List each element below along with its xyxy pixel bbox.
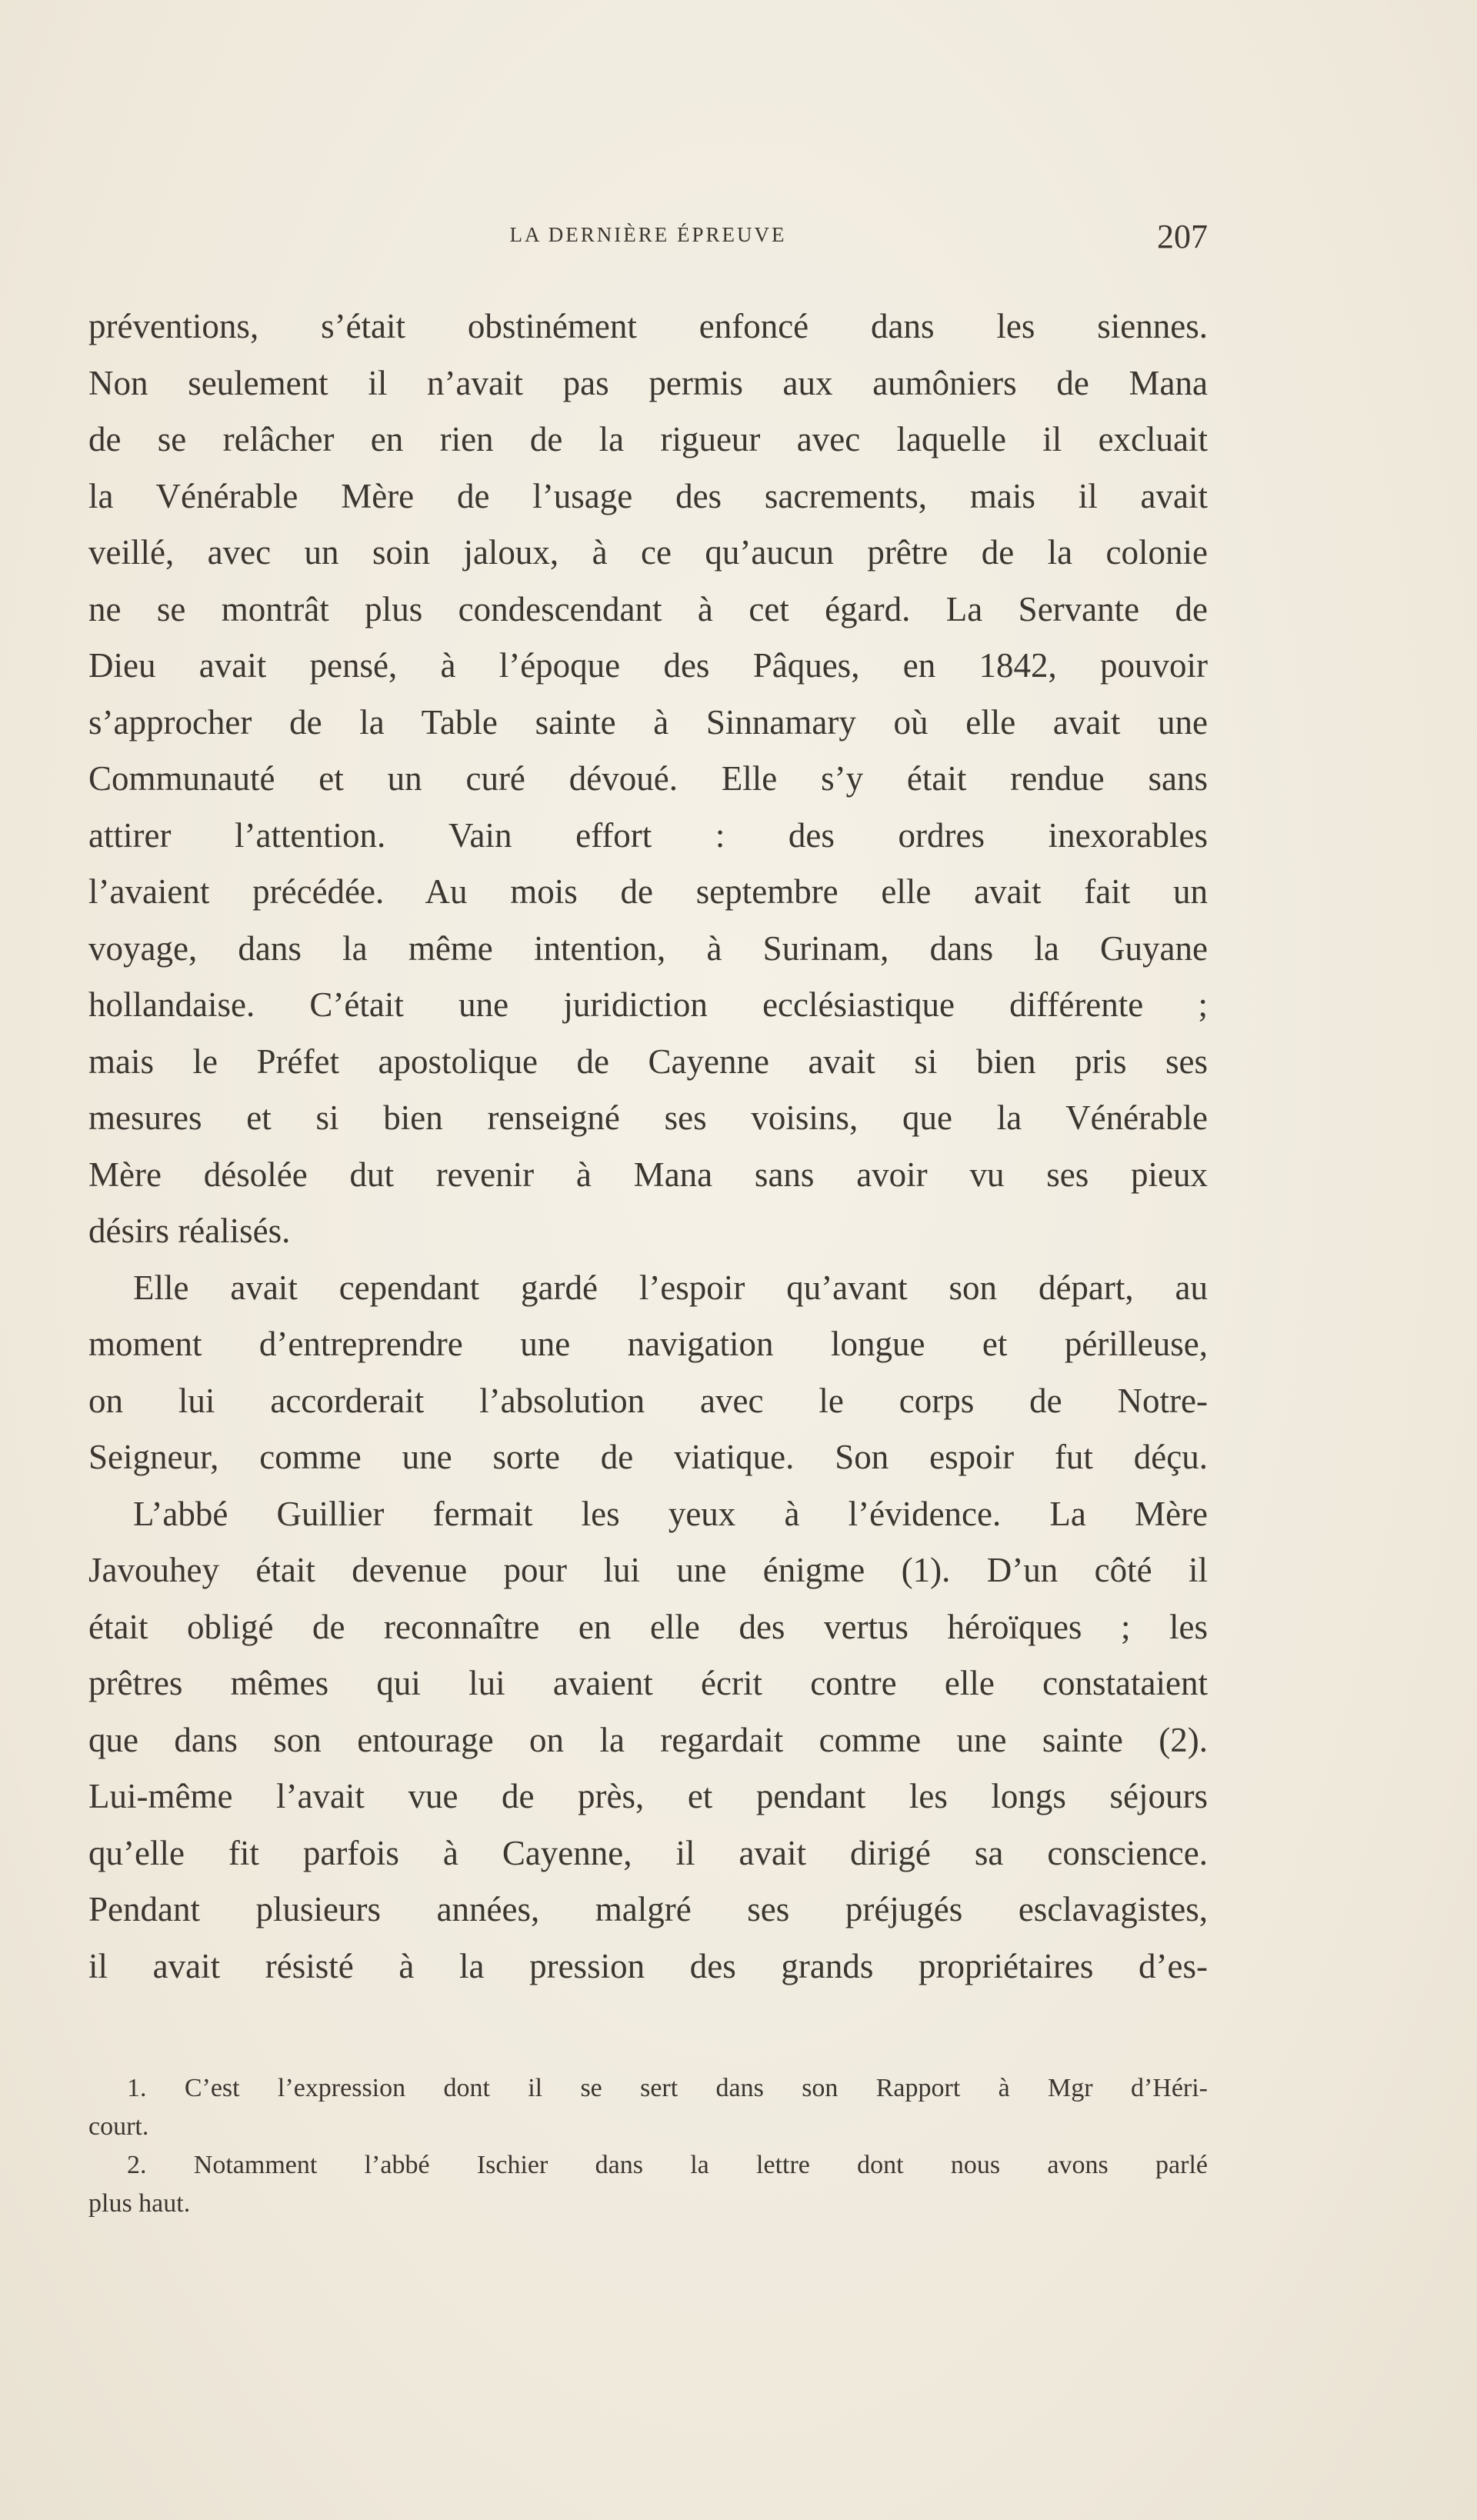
footnote-1: 1. C’est l’expression dont il se sert dans son Rapport à Mgr d’Héri- [127,2074,1208,2102]
text-line: Lui-même l’avait vue de près, et pendant les longs séjours [88,1777,1208,1815]
text-line: préventions, s’était obstinément enfoncé dans les siennes. [88,307,1208,345]
text-line: hollandaise. C’était une juridiction ecclésiastique différente ; [88,985,1208,1024]
text-line: prêtres mêmes qui lui avaient écrit contre elle constataient [88,1664,1208,1702]
text-line: on lui accorderait l’absolution avec le corps de Notre- [88,1381,1208,1420]
text-line: Seigneur, comme une sorte de viatique. Son espoir fut déçu. [88,1438,1208,1476]
text-line: qu’elle fit parfois à Cayenne, il avait dirigé sa conscience. [88,1833,1208,1872]
text-line: désirs réalisés. [88,1212,291,1250]
footnote-2-cont: plus haut. [88,2189,191,2218]
text-line: voyage, dans la même intention, à Surinam, dans la Guyane [88,928,1208,968]
footnote-1-cont: court. [88,2112,149,2141]
text-line: Elle avait cependant gardé l’espoir qu’avant son départ, au [133,1268,1208,1307]
text-line: veillé, avec un soin jaloux, à ce qu’aucun prêtre de la colonie [88,533,1208,572]
text-line: de se relâcher en rien de la rigueur avec laquelle il excluait [88,420,1208,458]
text-line: l’avaient précédée. Au mois de septembre elle avait fait un [88,872,1208,911]
text-line: Dieu avait pensé, à l’époque des Pâques, en 1842, pouvoir [88,646,1208,685]
footnotes [88,2069,1208,2223]
text-line: il avait résisté à la pression des grands propriétaires d’es- [88,1946,1208,1985]
text-line: Non seulement il n’avait pas permis aux aumôniers de Mana [88,363,1208,402]
text-line: moment d’entreprendre une navigation longue et périlleuse, [88,1325,1208,1363]
text-line: attirer l’attention. Vain effort : des ordres inexorables [88,815,1208,855]
text-line: mesures et si bien renseigné ses voisins, que la Vénérable [88,1098,1208,1137]
running-title: LA DERNIÈRE ÉPREUVE [509,223,787,246]
text-line: L’abbé Guillier fermait les yeux à l’évidence. La Mère [133,1494,1208,1533]
text-line: Communauté et un curé dévoué. Elle s’y était rendue sans [88,759,1208,798]
footnote-2: 2. Notamment l’abbé Ischier dans la lettre dont nous avons parlé [127,2151,1208,2179]
body-text [88,298,1208,1995]
page-number: 207 [1157,218,1208,255]
text-line: Pendant plusieurs années, malgré ses préjugés esclavagistes, [88,1890,1208,1928]
text-line: s’approcher de la Table sainte à Sinnamary où elle avait une [88,702,1208,742]
text-line: ne se montrât plus condescendant à cet égard. La Servante de [88,589,1208,628]
text-line: que dans son entourage on la regardait comme une sainte (2). [88,1720,1208,1759]
text-line: Javouhey était devenue pour lui une énigme (1). D’un côté il [88,1551,1208,1589]
text-line: la Vénérable Mère de l’usage des sacrements, mais il avait [88,476,1208,515]
text-line: Mère désolée dut revenir à Mana sans avoir vu ses pieux [88,1155,1208,1194]
text-line: mais le Préfet apostolique de Cayenne avait si bien pris ses [88,1042,1208,1081]
running-head [88,217,1208,255]
text-line: était obligé de reconnaître en elle des vertus héroïques ; les [88,1607,1208,1646]
